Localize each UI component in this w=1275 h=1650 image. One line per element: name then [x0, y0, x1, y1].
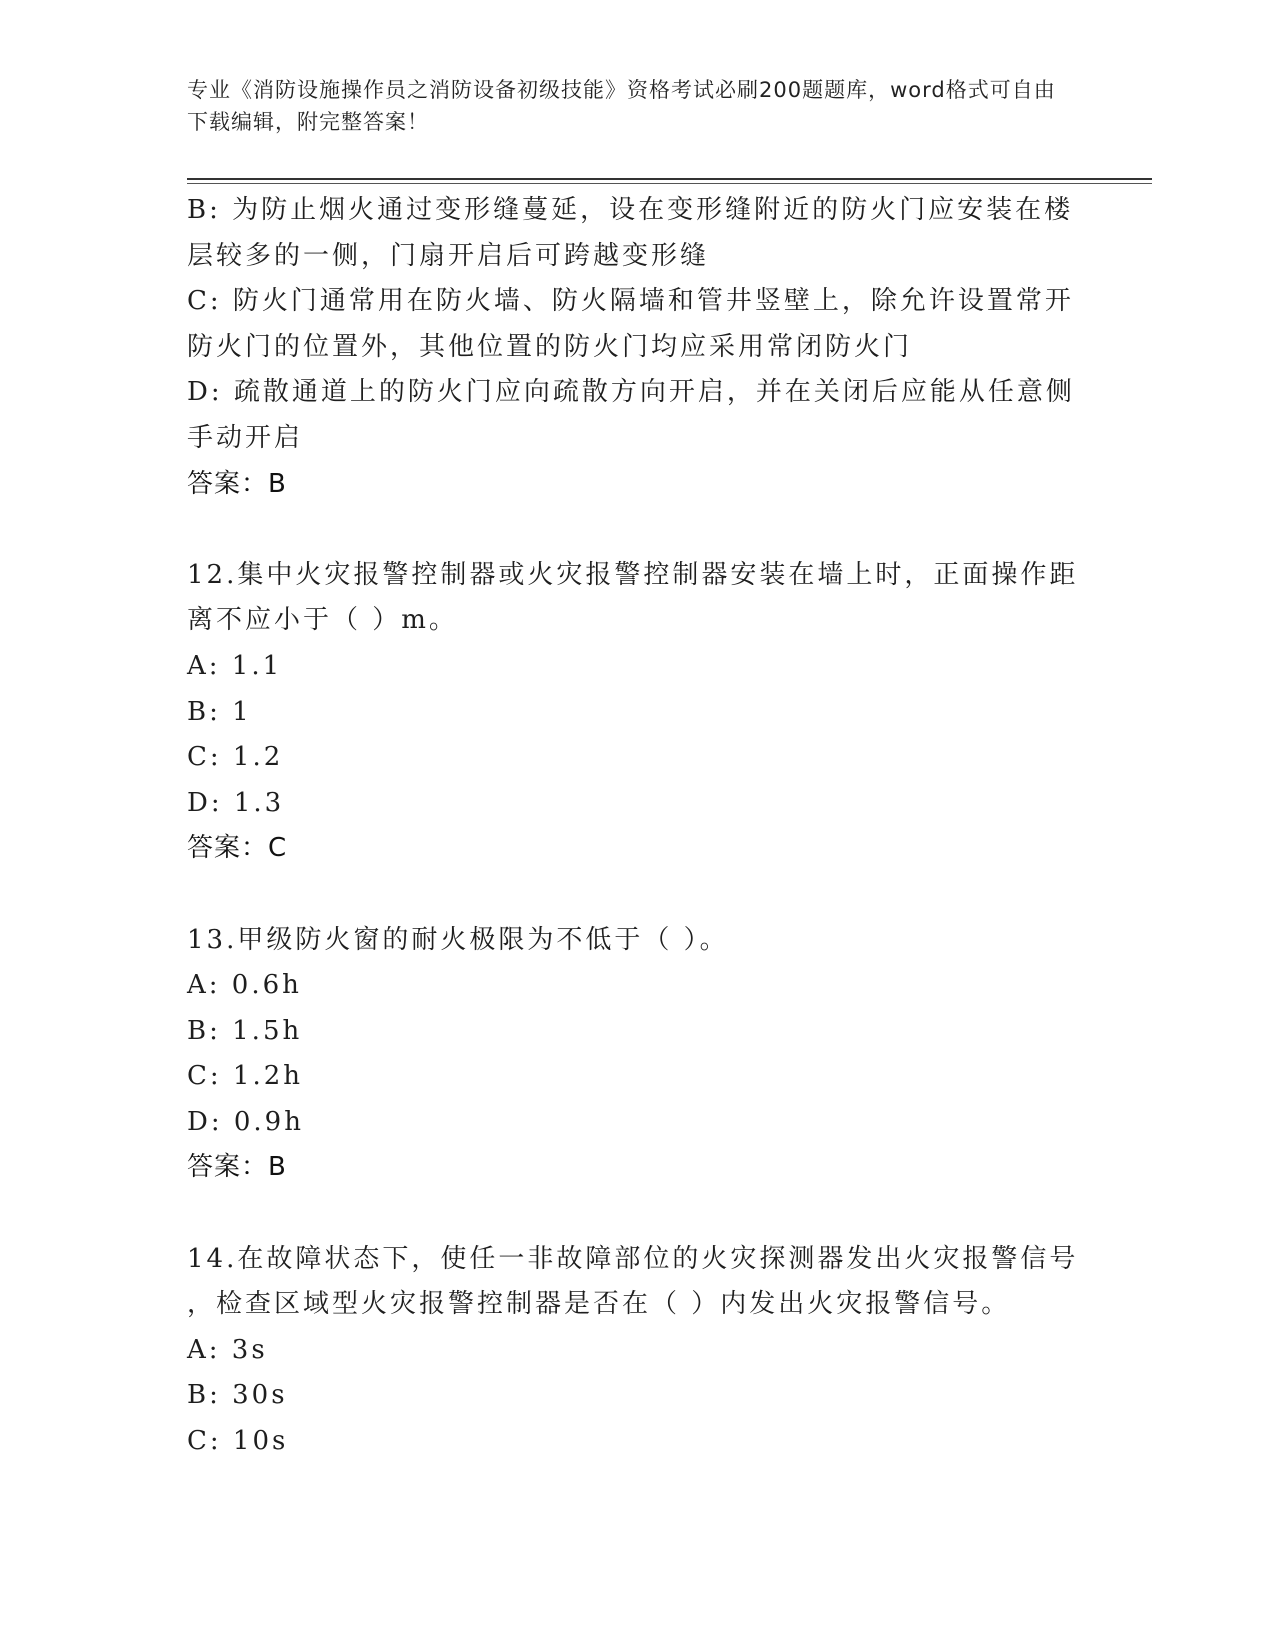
q11-answer: 答案：B — [187, 468, 287, 499]
q12-option-b: B: 1 — [187, 696, 252, 727]
q13-option-d: D: 0.9h — [187, 1106, 304, 1137]
question-list — [187, 188, 1087, 1465]
q11-option-d-line1: D: 疏散通道上的防火门应向疏散方向开启，并在关闭后应能从任意侧 — [187, 377, 1075, 408]
question-11-continued — [187, 188, 1087, 507]
question-gap — [187, 872, 1087, 918]
question-gap — [187, 1191, 1087, 1237]
question-13 — [187, 918, 1087, 1192]
q12-answer: 答案：C — [187, 833, 288, 864]
header-rule-thin — [187, 183, 1152, 184]
q14-option-b: B: 30s — [187, 1380, 288, 1411]
question-gap — [187, 507, 1087, 553]
q14-option-a: A: 3s — [187, 1334, 268, 1365]
q12-option-c: C: 1.2 — [187, 742, 284, 773]
q14-stem-line1: 14.在故障状态下，使任一非故障部位的火灾探测器发出火灾报警信号 — [187, 1243, 1079, 1274]
q14-stem-line2: ，检查区域型火灾报警控制器是否在（ ）内发出火灾报警信号。 — [187, 1289, 1011, 1320]
q12-option-d: D: 1.3 — [187, 787, 285, 818]
q14-option-c: C: 10s — [187, 1426, 289, 1457]
q11-option-b-line1: B: 为防止烟火通过变形缝蔓延，设在变形缝附近的防火门应安装在楼 — [187, 195, 1074, 225]
question-12 — [187, 553, 1087, 872]
q13-option-c: C: 1.2h — [187, 1061, 304, 1092]
q11-option-c-line1: C: 防火门通常用在防火墙、防火隔墙和管井竖壁上，除允许设置常开 — [187, 286, 1074, 317]
q11-option-c-line2: 防火门的位置外，其他位置的防火门均应采用常闭防火门 — [187, 331, 913, 362]
q13-option-a: A: 0.6h — [187, 970, 302, 1001]
q11-option-d-line2: 手动开启 — [187, 422, 304, 453]
q12-option-a: A: 1.1 — [187, 650, 283, 681]
q11-option-b-line2: 层较多的一侧，门扇开启后可跨越变形缝 — [187, 240, 710, 271]
q13-answer: 答案：B — [187, 1152, 287, 1183]
q13-option-b: B: 1.5h — [187, 1015, 303, 1046]
header-rule-thick — [187, 178, 1152, 180]
question-14 — [187, 1237, 1087, 1465]
q12-stem-line2: 离不应小于（ ）m。 — [187, 605, 458, 636]
q13-stem-line1: 13.甲级防火窗的耐火极限为不低于（ ）。 — [187, 924, 729, 955]
q12-stem-line1: 12.集中火灾报警控制器或火灾报警控制器安装在墙上时，正面操作距 — [187, 559, 1079, 590]
document-header: 专业《消防设施操作员之消防设备初级技能》资格考试必刷200题题库，word格式可自由下载编辑，附完整答案！ — [187, 78, 1056, 134]
